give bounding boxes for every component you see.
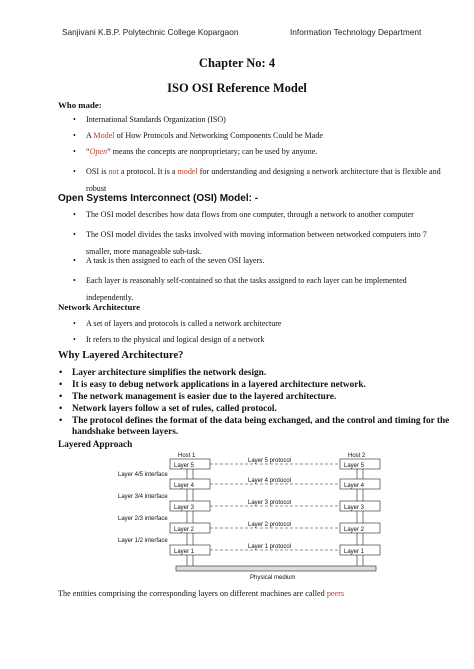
chapter-subtitle: ISO OSI Reference Model	[167, 81, 307, 95]
osi-item-1: • The OSI model describes how data flows from one computer, through a network to another computer	[86, 210, 446, 220]
why-heading: Why Layered Architecture?	[58, 350, 184, 361]
physical-medium-label: Physical medium	[250, 575, 296, 581]
header-college: Sanjivani K.B.P. Polytechnic College Kopargaon	[62, 27, 239, 37]
layered-heading: Layered Approach	[58, 440, 133, 450]
interface-1-2: Layer 1/2 interface	[118, 538, 168, 544]
protocol-4: Layer 4 protocol	[248, 478, 292, 484]
host2-layer-5: Layer 5	[344, 463, 365, 469]
why-item-1: • Layer architecture simplifies the network design.	[72, 368, 452, 379]
who-made-item-3: • “Open” means the concepts are nonproprietary; can be used by anyone.	[86, 147, 446, 157]
header-department: Information Technology Department	[290, 27, 422, 37]
protocol-3: Layer 3 protocol	[248, 500, 292, 506]
host1-layer-1: Layer 1	[174, 549, 195, 555]
why-item-2: • It is easy to debug network applications in a layered architecture network.	[72, 380, 452, 391]
why-item-5: • The protocol defines the format of the data being exchanged, and the control and timing for the handshake between layers.	[72, 416, 452, 438]
chapter-title: Chapter No: 4	[198, 56, 276, 70]
host2-label: Host 2	[348, 453, 366, 459]
why-item-4: • Network layers follow a set of rules, called protocol.	[72, 404, 452, 415]
why-item-3: • The network management is easier due to the layered architecture.	[72, 392, 452, 403]
peers-sentence: The entities comprising the corresponding layers on different machines are called peers	[58, 589, 345, 598]
interface-3-4: Layer 3/4 interface	[118, 494, 168, 500]
netarch-item-1: • A set of layers and protocols is called a network architecture	[86, 319, 446, 329]
who-made-item-4: • OSI is not a protocol. It is a model for understanding and designing a network architecture that is flexible and robust	[86, 163, 446, 197]
protocol-2: Layer 2 protocol	[248, 522, 292, 528]
who-made-heading: Who made:	[58, 100, 102, 110]
osi-item-3: • A task is then assigned to each of the seven OSI layers.	[86, 256, 446, 266]
host2-layer-4: Layer 4	[344, 483, 365, 489]
host2-layer-1: Layer 1	[344, 549, 365, 555]
protocol-5: Layer 5 protocol	[248, 458, 292, 464]
osi-heading: Open Systems Interconnect (OSI) Model: -	[58, 193, 259, 204]
host2-layer-3: Layer 3	[344, 505, 365, 511]
host1-layer-4: Layer 4	[174, 483, 195, 489]
who-made-item-2: • A Model of How Protocols and Networking Components Could be Made	[86, 131, 446, 141]
interface-2-3: Layer 2/3 interface	[118, 516, 168, 522]
host1-layer-5: Layer 5	[174, 463, 195, 469]
osi-item-4: • Each layer is reasonably self-contained so that the tasks assigned to each layer can be implemented independently.	[86, 272, 444, 306]
interface-4-5: Layer 4/5 interface	[118, 472, 168, 478]
host1-layer-2: Layer 2	[174, 527, 195, 533]
osi-item-2: • The OSI model divides the tasks involved with moving information between networked computers into 7 smaller, more manageable sub-task.	[86, 226, 444, 260]
netarch-heading: Network Architecture	[58, 302, 140, 312]
protocol-1: Layer 1 protocol	[248, 544, 292, 550]
host1-layer-3: Layer 3	[174, 505, 195, 511]
netarch-item-2: • It refers to the physical and logical design of a network	[86, 335, 446, 345]
host2-layer-2: Layer 2	[344, 527, 365, 533]
layered-approach-diagram	[118, 451, 406, 583]
host1-label: Host 1	[178, 453, 196, 459]
who-made-item-1: • International Standards Organization (ISO)	[86, 115, 446, 125]
